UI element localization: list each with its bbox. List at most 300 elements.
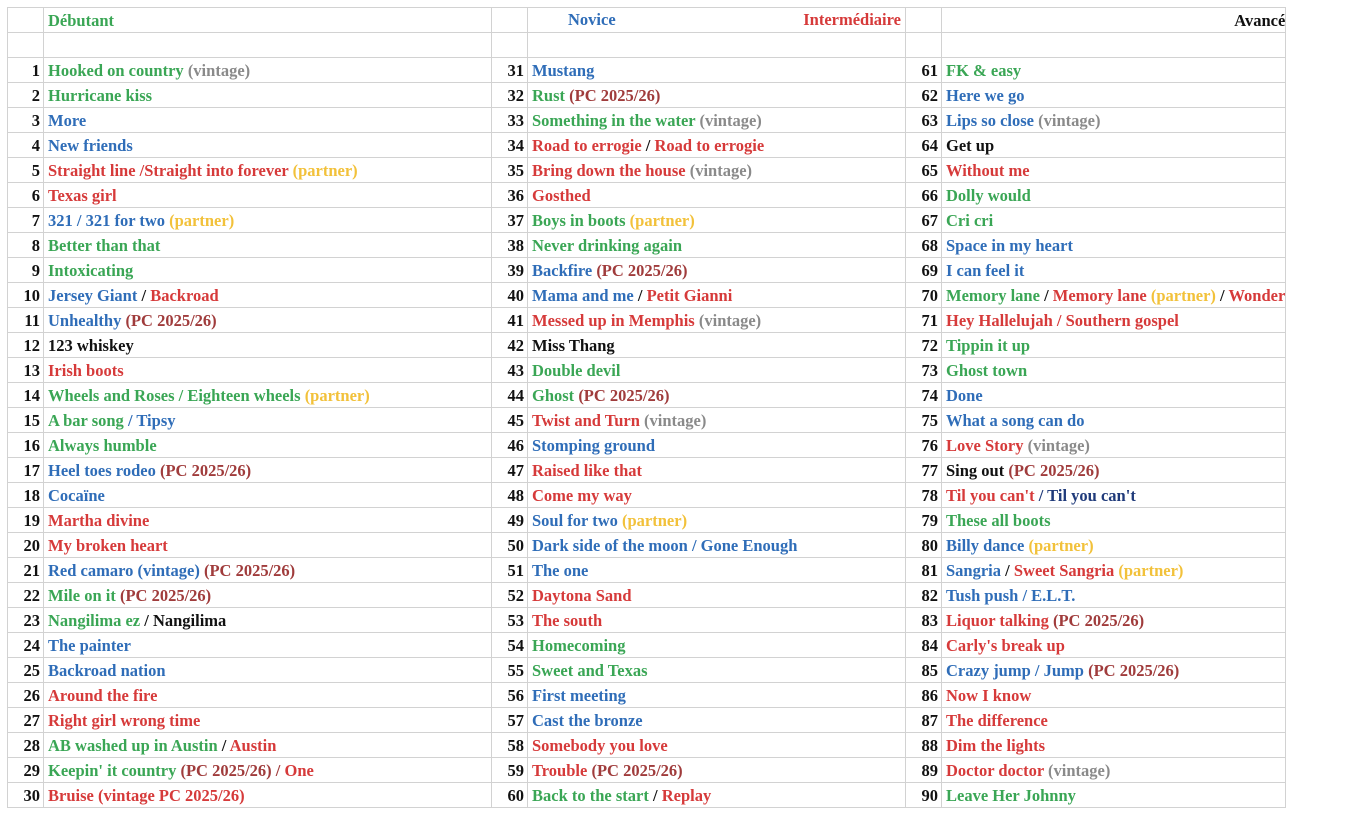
song-title-cell: [528, 758, 906, 783]
table-row: [8, 258, 1286, 283]
song-text-part: Tippin it up: [946, 335, 1031, 355]
song-text-part: (partner): [1114, 560, 1184, 580]
song-number: 14: [8, 383, 44, 408]
song-text-part: (vintage): [1043, 760, 1111, 780]
song-text-part: Backroad: [150, 285, 219, 305]
song-number: 68: [906, 233, 942, 258]
song-title-cell: [44, 208, 492, 233]
song-text-part: Ghost town: [946, 360, 1028, 380]
song-title-cell: [44, 358, 492, 383]
song-text-part: Bring down the house: [532, 160, 686, 180]
song-number: 28: [8, 733, 44, 758]
song-text-part: (PC 2025/26): [587, 760, 683, 780]
song-text-part: Sangria: [946, 560, 1002, 580]
song-title-cell: [942, 783, 1286, 808]
song-text-part: Memory lane: [946, 285, 1040, 305]
song-title-cell: [942, 758, 1286, 783]
song-title-cell: [44, 283, 492, 308]
table-row: [8, 658, 1286, 683]
song-number: 39: [492, 258, 528, 283]
song-title-cell: [44, 383, 492, 408]
song-text-part: Love Story: [946, 435, 1024, 455]
song-title-cell: [44, 608, 492, 633]
table-row: [8, 508, 1286, 533]
song-text-part: Dolly would: [946, 185, 1031, 205]
song-text-part: / Tipsy: [123, 410, 176, 430]
song-text-part: Here we go: [946, 85, 1025, 105]
song-number: 55: [492, 658, 528, 683]
song-text-part: Hey Hallelujah / Southern gospel: [946, 310, 1179, 330]
song-title-cell: [942, 508, 1286, 533]
song-text-part: Wonder: [1228, 285, 1286, 305]
song-number: 37: [492, 208, 528, 233]
song-title-cell: [44, 408, 492, 433]
song-text-part: Done: [946, 385, 983, 405]
song-text-part: (PC 2025/26): [1048, 610, 1145, 630]
song-text-part: Red camaro (vintage): [48, 560, 200, 580]
song-text-part: Road to errogie: [654, 135, 765, 155]
song-text-part: (partner): [617, 510, 688, 530]
song-title-cell: [528, 433, 906, 458]
song-number: 81: [906, 558, 942, 583]
song-title-cell: [44, 158, 492, 183]
header-num-cell: [492, 8, 528, 33]
header-avance: Avancé: [942, 8, 1286, 33]
song-title-cell: [942, 208, 1286, 233]
song-title-cell: [528, 108, 906, 133]
song-text-part: (partner): [300, 385, 370, 405]
song-number: 33: [492, 108, 528, 133]
song-number: 1: [8, 58, 44, 83]
song-text-part: Dim the lights: [946, 735, 1045, 755]
song-number: 79: [906, 508, 942, 533]
song-title-cell: [44, 658, 492, 683]
song-title-cell: [942, 183, 1286, 208]
song-number: 80: [906, 533, 942, 558]
table-row: [8, 383, 1286, 408]
song-text-part: Gosthed: [532, 185, 591, 205]
song-text-part: Without me: [946, 160, 1030, 180]
song-text-part: Carly's break up: [946, 635, 1065, 655]
song-text-part: Better than that: [48, 235, 161, 255]
song-text-part: Soul for two: [532, 510, 618, 530]
song-number: 75: [906, 408, 942, 433]
song-title-cell: [528, 333, 906, 358]
song-title-cell: [942, 733, 1286, 758]
song-text-part: Mama and me: [532, 285, 634, 305]
song-number: 83: [906, 608, 942, 633]
song-number: 8: [8, 233, 44, 258]
song-number: 71: [906, 308, 942, 333]
song-title-cell: [942, 383, 1286, 408]
song-text-part: Double devil: [532, 360, 621, 380]
song-text-part: (PC 2025/26): [565, 85, 661, 105]
header-novice: Novice: [568, 10, 616, 29]
song-text-part: Backroad nation: [48, 660, 166, 680]
song-title-cell: [528, 158, 906, 183]
song-number: 84: [906, 633, 942, 658]
song-number: 21: [8, 558, 44, 583]
empty-cell: [528, 33, 906, 58]
song-text-part: Homecoming: [532, 635, 626, 655]
song-number: 32: [492, 83, 528, 108]
song-text-part: Always humble: [48, 435, 157, 455]
song-title-cell: [528, 358, 906, 383]
song-title-cell: [528, 133, 906, 158]
song-number: 17: [8, 458, 44, 483]
song-text-part: /: [641, 135, 655, 155]
song-text-part: Raised like that: [532, 460, 643, 480]
song-number: 38: [492, 233, 528, 258]
song-title-cell: [44, 183, 492, 208]
song-text-part: Space in my heart: [946, 235, 1073, 255]
song-title-cell: [44, 533, 492, 558]
song-title-cell: [528, 408, 906, 433]
song-text-part: (PC 2025/26): [592, 260, 688, 280]
song-text-part: Twist and Turn: [532, 410, 640, 430]
song-text-part: Road to errogie: [532, 135, 642, 155]
song-text-part: Mile on it: [48, 585, 116, 605]
song-text-part: (PC 2025/26): [1004, 460, 1100, 480]
song-number: 30: [8, 783, 44, 808]
song-text-part: These all boots: [946, 510, 1051, 530]
song-text-part: Something in the water: [532, 110, 696, 130]
song-number: 82: [906, 583, 942, 608]
song-title-cell: [528, 183, 906, 208]
song-title-cell: [942, 108, 1286, 133]
header-intermediaire: Intermédiaire: [803, 10, 901, 29]
song-title-cell: [942, 83, 1286, 108]
dance-list-table: [7, 7, 1286, 808]
song-number: 67: [906, 208, 942, 233]
empty-cell: [906, 33, 942, 58]
song-title-cell: [942, 533, 1286, 558]
song-text-part: My broken heart: [48, 535, 168, 555]
song-text-part: Somebody you love: [532, 735, 668, 755]
song-title-cell: [528, 258, 906, 283]
song-number: 51: [492, 558, 528, 583]
table-row: [8, 133, 1286, 158]
song-title-cell: [44, 583, 492, 608]
song-number: 49: [492, 508, 528, 533]
song-number: 36: [492, 183, 528, 208]
song-text-part: I can feel it: [946, 260, 1025, 280]
song-number: 25: [8, 658, 44, 683]
song-title-cell: [942, 708, 1286, 733]
table-row: [8, 283, 1286, 308]
song-title-cell: [44, 483, 492, 508]
song-title-cell: [528, 308, 906, 333]
song-text-part: Irish boots: [48, 360, 124, 380]
song-number: 13: [8, 358, 44, 383]
empty-cell: [8, 33, 44, 58]
song-text-part: (partner): [1146, 285, 1216, 305]
song-text-part: Straight line /Straight into forever: [48, 160, 289, 180]
song-title-cell: [528, 208, 906, 233]
song-number: 85: [906, 658, 942, 683]
song-text-part: What a song can do: [946, 410, 1085, 430]
song-text-part: Sweet Sangria: [1013, 560, 1115, 580]
song-number: 59: [492, 758, 528, 783]
song-number: 54: [492, 633, 528, 658]
song-title-cell: [942, 408, 1286, 433]
song-number: 47: [492, 458, 528, 483]
song-text-part: /: [1039, 285, 1053, 305]
song-number: 77: [906, 458, 942, 483]
song-text-part: Billy dance: [946, 535, 1025, 555]
song-number: 41: [492, 308, 528, 333]
song-text-part: Sweet and Texas: [532, 660, 648, 680]
song-title-cell: [942, 558, 1286, 583]
song-text-part: /: [1001, 560, 1014, 580]
table-row: [8, 733, 1286, 758]
song-text-part: Now I know: [946, 685, 1032, 705]
song-title-cell: [528, 583, 906, 608]
song-title-cell: [528, 83, 906, 108]
song-title-cell: [44, 733, 492, 758]
song-number: 63: [906, 108, 942, 133]
song-text-part: Miss Thang: [532, 335, 615, 355]
song-number: 22: [8, 583, 44, 608]
song-title-cell: [942, 608, 1286, 633]
song-title-cell: [44, 683, 492, 708]
song-text-part: Unhealthy: [48, 310, 122, 330]
song-text-part: /: [1215, 285, 1229, 305]
song-title-cell: [942, 283, 1286, 308]
song-text-part: 123 whiskey: [48, 335, 134, 355]
header-num-cell: [906, 8, 942, 33]
table-row: [8, 483, 1286, 508]
song-number: 60: [492, 783, 528, 808]
song-number: 46: [492, 433, 528, 458]
song-text-part: (partner): [288, 160, 358, 180]
song-text-part: Til you can't: [946, 485, 1039, 505]
song-title-cell: [44, 783, 492, 808]
table-row: [8, 458, 1286, 483]
song-title-cell: [44, 458, 492, 483]
song-number: 5: [8, 158, 44, 183]
song-number: 74: [906, 383, 942, 408]
song-number: 11: [8, 308, 44, 333]
song-number: 26: [8, 683, 44, 708]
song-number: 34: [492, 133, 528, 158]
song-title-cell: [528, 658, 906, 683]
table-row: [8, 58, 1286, 83]
table-row: [8, 233, 1286, 258]
song-number: 3: [8, 108, 44, 133]
song-title-cell: [942, 233, 1286, 258]
song-number: 29: [8, 758, 44, 783]
empty-cell: [492, 33, 528, 58]
song-number: 12: [8, 333, 44, 358]
song-title-cell: [44, 133, 492, 158]
song-text-part: Back to the start: [532, 785, 649, 805]
table-row: [8, 758, 1286, 783]
song-title-cell: [942, 458, 1286, 483]
song-number: 44: [492, 383, 528, 408]
song-title-cell: [942, 308, 1286, 333]
song-title-cell: [528, 633, 906, 658]
song-number: 9: [8, 258, 44, 283]
song-number: 4: [8, 133, 44, 158]
song-text-part: (partner): [625, 210, 695, 230]
header-debutant: Débutant: [44, 8, 492, 33]
song-text-part: Jersey Giant: [48, 285, 138, 305]
song-text-part: Wheels and Roses / Eighteen wheels: [48, 385, 301, 405]
song-title-cell: [942, 58, 1286, 83]
song-number: 42: [492, 333, 528, 358]
song-text-part: (vintage): [1023, 435, 1090, 455]
song-number: 19: [8, 508, 44, 533]
song-title-cell: [942, 133, 1286, 158]
song-text-part: Memory lane: [1052, 285, 1147, 305]
song-title-cell: [942, 658, 1286, 683]
song-number: 15: [8, 408, 44, 433]
empty-cell: [44, 33, 492, 58]
song-title-cell: [528, 783, 906, 808]
song-number: 65: [906, 158, 942, 183]
song-number: 2: [8, 83, 44, 108]
song-number: 73: [906, 358, 942, 383]
song-title-cell: [528, 383, 906, 408]
table-row: [8, 408, 1286, 433]
song-text-part: Cri cri: [946, 210, 994, 230]
song-number: 35: [492, 158, 528, 183]
song-text-part: Stomping ground: [532, 435, 656, 455]
song-text-part: Cocaïne: [48, 485, 105, 505]
song-number: 89: [906, 758, 942, 783]
song-number: 86: [906, 683, 942, 708]
song-text-part: Martha divine: [48, 510, 150, 530]
song-text-part: (partner): [1024, 535, 1094, 555]
song-text-part: / Nangilima: [140, 610, 227, 630]
song-number: 70: [906, 283, 942, 308]
song-text-part: Intoxicating: [48, 260, 134, 280]
song-number: 52: [492, 583, 528, 608]
song-title-cell: [44, 233, 492, 258]
song-text-part: Trouble: [532, 760, 588, 780]
song-number: 69: [906, 258, 942, 283]
song-text-part: The painter: [48, 635, 131, 655]
song-text-part: Replay: [661, 785, 712, 805]
table-row: [8, 583, 1286, 608]
song-title-cell: [942, 158, 1286, 183]
song-title-cell: [44, 433, 492, 458]
song-text-part: Leave Her Johnny: [946, 785, 1076, 805]
song-title-cell: [528, 233, 906, 258]
song-number: 90: [906, 783, 942, 808]
song-title-cell: [44, 108, 492, 133]
song-text-part: Hurricane kiss: [48, 85, 153, 105]
table-row: [8, 158, 1286, 183]
song-text-part: (vintage): [694, 310, 762, 330]
song-number: 18: [8, 483, 44, 508]
song-title-cell: [942, 633, 1286, 658]
song-text-part: Austin: [229, 735, 277, 755]
table-row: [8, 183, 1286, 208]
spacer-row: [8, 33, 1286, 58]
song-number: 20: [8, 533, 44, 558]
song-text-part: Right girl wrong time: [48, 710, 201, 730]
song-title-cell: [528, 58, 906, 83]
song-text-part: Around the fire: [48, 685, 158, 705]
table-row: [8, 708, 1286, 733]
song-number: 16: [8, 433, 44, 458]
song-title-cell: [44, 508, 492, 533]
song-text-part: Come my way: [532, 485, 632, 505]
table-row: [8, 333, 1286, 358]
song-title-cell: [942, 583, 1286, 608]
song-text-part: Cast the bronze: [532, 710, 643, 730]
table-row: [8, 633, 1286, 658]
song-text-part: Keepin' it country: [48, 760, 177, 780]
table-row: [8, 108, 1286, 133]
song-text-part: Bruise (vintage PC 2025/26): [48, 785, 245, 805]
song-title-cell: [44, 58, 492, 83]
song-number: 23: [8, 608, 44, 633]
song-text-part: /: [137, 285, 151, 305]
song-text-part: (vintage): [639, 410, 707, 430]
song-text-part: First meeting: [532, 685, 626, 705]
song-number: 76: [906, 433, 942, 458]
song-text-part: The difference: [946, 710, 1048, 730]
song-title-cell: [44, 83, 492, 108]
song-text-part: More: [48, 110, 87, 130]
song-number: 43: [492, 358, 528, 383]
song-title-cell: [44, 708, 492, 733]
song-text-part: Hooked on country: [48, 60, 184, 80]
table-row: [8, 683, 1286, 708]
song-number: 10: [8, 283, 44, 308]
song-text-part: The one: [532, 560, 589, 580]
song-number: 24: [8, 633, 44, 658]
song-number: 72: [906, 333, 942, 358]
song-number: 61: [906, 58, 942, 83]
song-number: 50: [492, 533, 528, 558]
song-title-cell: [44, 308, 492, 333]
header-novice-intermediaire: [528, 8, 906, 33]
header-row: [8, 8, 1286, 33]
song-title-cell: [528, 683, 906, 708]
song-text-part: Messed up in Memphis: [532, 310, 695, 330]
song-text-part: /: [648, 785, 662, 805]
song-text-part: AB washed up in Austin: [48, 735, 218, 755]
table-row: [8, 558, 1286, 583]
song-text-part: Ghost: [532, 385, 575, 405]
empty-cell: [942, 33, 1286, 58]
song-number: 7: [8, 208, 44, 233]
song-text-part: (PC 2025/26): [199, 560, 296, 580]
song-text-part: Heel toes rodeo: [48, 460, 156, 480]
table-row: [8, 433, 1286, 458]
song-number: 6: [8, 183, 44, 208]
song-number: 57: [492, 708, 528, 733]
song-title-cell: [44, 558, 492, 583]
song-text-part: New friends: [48, 135, 133, 155]
song-text-part: Petit Gianni: [646, 285, 733, 305]
song-text-part: /: [633, 285, 647, 305]
song-title-cell: [942, 358, 1286, 383]
song-title-cell: [528, 483, 906, 508]
song-number: 78: [906, 483, 942, 508]
song-text-part: The south: [532, 610, 603, 630]
table-row: [8, 308, 1286, 333]
song-text-part: (vintage): [1034, 110, 1101, 130]
song-text-part: Liquor talking: [946, 610, 1049, 630]
song-text-part: FK & easy: [946, 60, 1022, 80]
song-number: 27: [8, 708, 44, 733]
song-text-part: Crazy jump / Jump: [946, 660, 1084, 680]
